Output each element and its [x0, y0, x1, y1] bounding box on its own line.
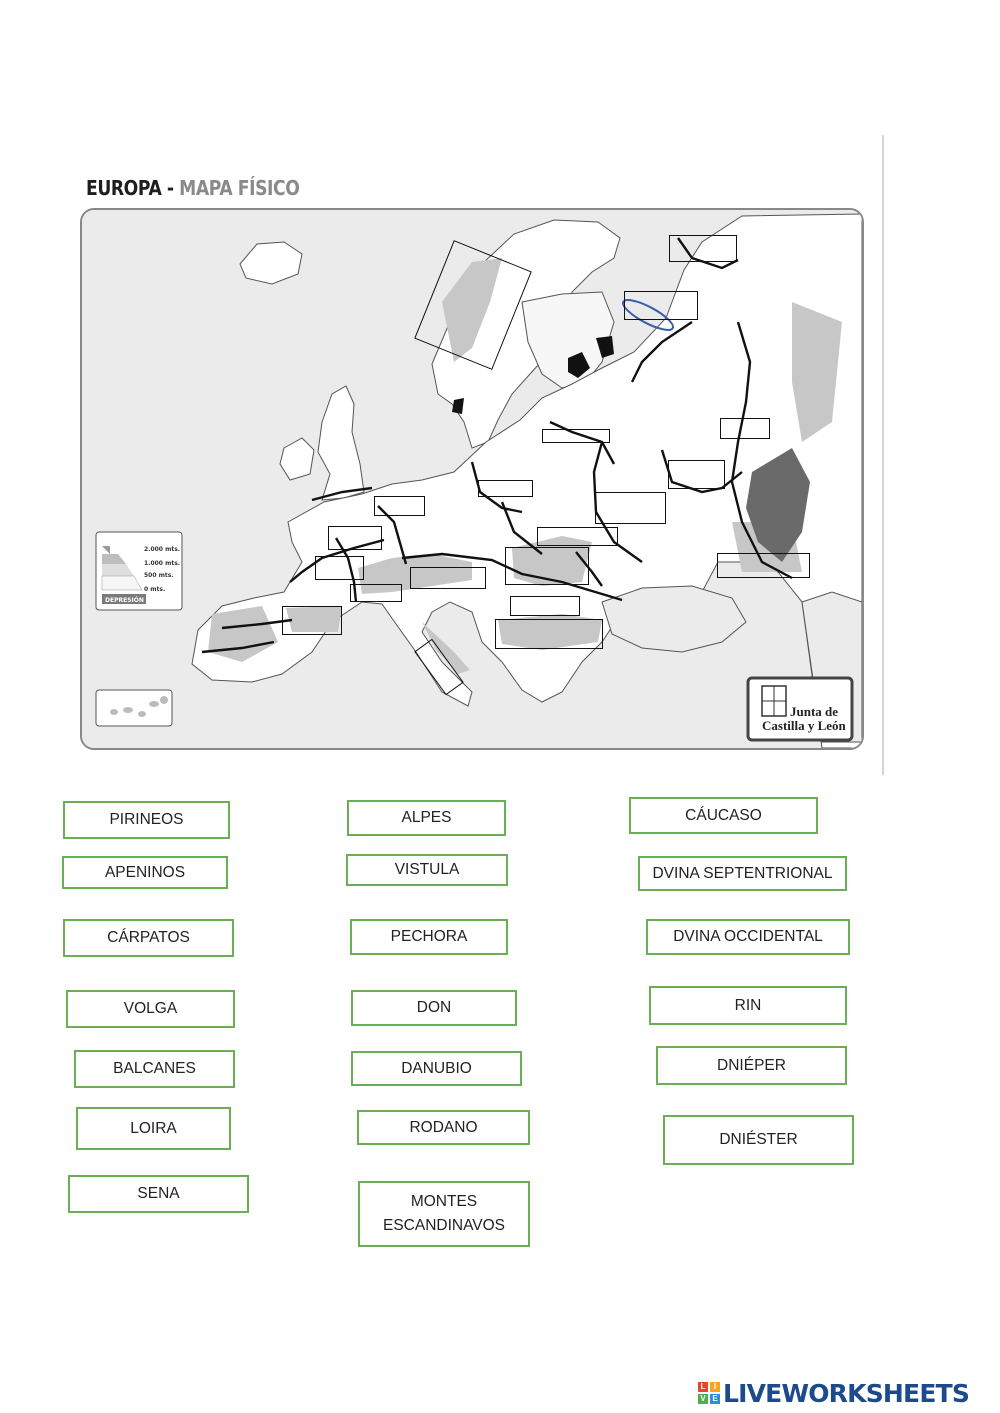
word-dnieper[interactable]: DNIÉPER: [656, 1046, 847, 1085]
drop-box-sena[interactable]: [328, 526, 382, 550]
drop-box-rin[interactable]: [374, 496, 425, 516]
drop-box-dniester[interactable]: [537, 527, 618, 546]
drop-box-loira[interactable]: [315, 556, 364, 580]
europe-physical-map: [80, 208, 864, 750]
drop-box-don[interactable]: [668, 460, 725, 489]
junta-castilla-leon-logo: [748, 678, 852, 740]
drop-box-alpes[interactable]: [510, 596, 580, 616]
word-rin[interactable]: RIN: [649, 986, 847, 1025]
word-montes-escandinavos[interactable]: MONTES ESCANDINAVOS: [358, 1181, 530, 1247]
word-loira[interactable]: LOIRA: [76, 1107, 231, 1150]
legend-label-1000: 1.000 mts.: [144, 560, 181, 567]
elevation-legend: [96, 532, 182, 610]
word-volga[interactable]: VOLGA: [66, 990, 235, 1028]
legend-label-2000: 2.000 mts.: [144, 546, 181, 553]
word-rodano[interactable]: RODANO: [357, 1110, 530, 1145]
drop-box-rodano[interactable]: [350, 584, 402, 602]
logo-line1: Junta de: [790, 704, 839, 719]
logo-line2: Castilla y León: [762, 718, 846, 733]
drop-box-carpatos[interactable]: [505, 547, 589, 585]
drop-box-dvina-septentrional[interactable]: [624, 291, 698, 320]
word-don[interactable]: DON: [351, 990, 517, 1026]
liveworksheets-badge-icon: L I V E: [698, 1382, 720, 1404]
word-carpatos[interactable]: CÁRPATOS: [63, 919, 234, 957]
legend-label-0: 0 mts.: [144, 586, 166, 593]
drop-box-dvina-occidental[interactable]: [542, 429, 610, 443]
word-apeninos[interactable]: APENINOS: [62, 856, 228, 889]
word-dvina-septentrional[interactable]: DVINA SEPTENTRIONAL: [638, 856, 847, 891]
word-vistula[interactable]: VISTULA: [346, 854, 508, 886]
word-danubio[interactable]: DANUBIO: [351, 1051, 522, 1086]
liveworksheets-logo: [698, 1378, 969, 1408]
page-divider-line: [882, 135, 884, 775]
canary-islands-inset: [96, 690, 172, 726]
word-pirineos[interactable]: PIRINEOS: [63, 801, 230, 839]
drop-box-dnieper[interactable]: [595, 492, 666, 524]
word-sena[interactable]: SENA: [68, 1175, 249, 1213]
drop-box-vistula[interactable]: [478, 480, 533, 497]
drop-box-balcanes[interactable]: [495, 619, 603, 649]
liveworksheets-wordmark: LIVEWORKSHEETS: [723, 1378, 970, 1408]
word-pechora[interactable]: PECHORA: [350, 919, 508, 955]
legend-label-500: 500 mts.: [144, 572, 174, 579]
map-title: [86, 176, 299, 200]
drop-box-danubio[interactable]: [410, 567, 486, 589]
drop-box-pechora[interactable]: [669, 235, 737, 262]
word-caucaso[interactable]: CÁUCASO: [629, 797, 818, 834]
word-dvina-occidental[interactable]: DVINA OCCIDENTAL: [646, 919, 850, 955]
map-title-main: EUROPA -: [86, 176, 174, 200]
word-dniester[interactable]: DNIÉSTER: [663, 1115, 854, 1165]
word-balcanes[interactable]: BALCANES: [74, 1050, 235, 1088]
drop-box-pirineos[interactable]: [282, 606, 342, 635]
drop-box-caucaso[interactable]: [717, 553, 810, 578]
word-alpes[interactable]: ALPES: [347, 800, 506, 836]
drop-box-volga[interactable]: [720, 418, 770, 439]
map-title-sub: MAPA FÍSICO: [179, 176, 300, 200]
legend-label-depression: DEPRESIÓN: [105, 597, 144, 604]
